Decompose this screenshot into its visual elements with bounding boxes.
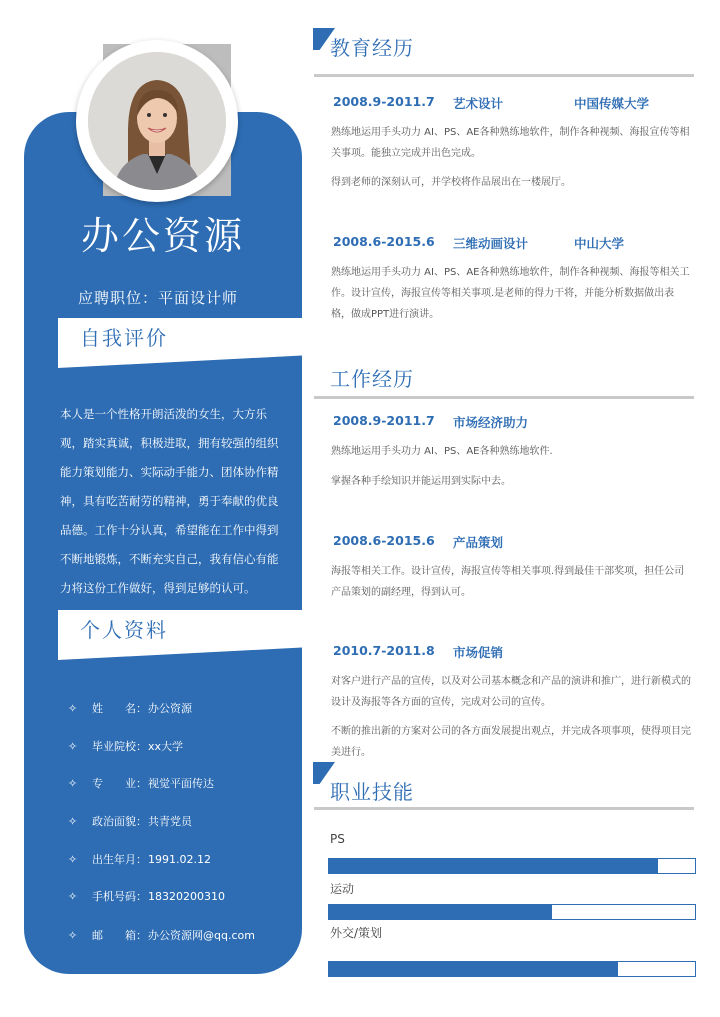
info-label: 手机号码： [92, 890, 147, 903]
work-entry-head [333, 413, 528, 431]
candidate-name: 办公资源 [80, 214, 245, 258]
info-row-name [68, 700, 192, 716]
info-value: 办公资源网@qq.com [148, 929, 255, 942]
skill-bar [328, 961, 696, 977]
info-row-school [68, 738, 183, 754]
edu-desc: 熟练地运用手头功力 AI、PS、AE各种熟练地软件，制作各种视频、海报等相关工作。设计宣传，海报宣传等相关事项.是老师的得力干将，并能分析数据做出表格，做成PPT进行演讲。 [331, 267, 690, 320]
work-desc: 掌握各种手绘知识并能运用到实际中去。 [331, 476, 511, 487]
work-role: 市场经济助力 [453, 415, 529, 430]
info-value: 办公资源 [148, 702, 192, 715]
work-date: 2010.7-2011.8 [333, 643, 435, 658]
skill-fill [329, 905, 552, 919]
avatar-portrait [88, 52, 226, 190]
edu-date: 2008.9-2011.7 [333, 94, 435, 109]
skills-title: 职业技能 [330, 780, 414, 804]
info-value: 共青党员 [148, 815, 192, 828]
work-desc: 海报等相关工作。设计宣传，海报宣传等相关事项.得到最佳干部奖项，担任公司产品策划的副经理，得到认可。 [331, 566, 685, 598]
personal-info-title: 个人资料 [80, 618, 168, 642]
info-label: 专 业： [92, 777, 147, 790]
edu-school: 中山大学 [574, 236, 625, 251]
edu-major: 三维动画设计 [453, 236, 529, 251]
work-date: 2008.9-2011.7 [333, 413, 435, 428]
sparkle-icon: ✧ [68, 852, 78, 866]
self-eval-title: 自我评价 [80, 326, 168, 350]
skill-label: PS [330, 832, 345, 846]
info-value: 视觉平面传达 [148, 777, 214, 790]
applied-position: 应聘职位：平面设计师 [78, 289, 239, 307]
info-value: 18320200310 [148, 889, 225, 903]
work-role: 产品策划 [453, 535, 504, 550]
sparkle-icon: ✧ [68, 776, 78, 790]
edu-desc: 得到老师的深刻认可，并学校将作品展出在一楼展厅。 [331, 177, 571, 188]
section-divider [314, 396, 694, 399]
info-row-email [68, 927, 255, 943]
info-label: 政治面貌： [92, 815, 147, 828]
skill-label: 外交/策划 [330, 926, 383, 940]
info-value: xx大学 [148, 740, 184, 753]
skill-bar [328, 858, 696, 874]
edu-major: 艺术设计 [453, 96, 504, 111]
edu-entry-head [333, 234, 624, 252]
work-desc: 熟练地运用手头功力 AI、PS、AE各种熟练地软件. [331, 446, 553, 457]
info-row-political [68, 813, 192, 829]
skill-fill [329, 859, 658, 873]
profile-photo [88, 52, 226, 190]
edu-date: 2008.6-2015.6 [333, 234, 435, 249]
info-row-phone [68, 888, 225, 904]
section-divider [314, 74, 694, 77]
work-desc: 不断的推出新的方案对公司的各方面发展提出观点，并完成各项事项，使得项目完美进行。 [331, 726, 691, 758]
work-entry-head [333, 643, 503, 661]
info-label: 姓 名： [92, 702, 147, 715]
sparkle-icon: ✧ [68, 814, 78, 828]
edu-desc: 熟练地运用手头功力 AI、PS、AE各种熟练地软件，制作各种视频、海报宣传等相关事项。能独立完成并出色完成。 [331, 127, 690, 159]
sparkle-icon: ✧ [68, 739, 78, 753]
info-row-birth [68, 851, 211, 867]
info-label: 毕业院校： [92, 740, 147, 753]
info-label: 邮 箱： [92, 929, 147, 942]
work-desc: 对客户进行产品的宣传，以及对公司基本概念和产品的演讲和推广，进行新模式的设计及海报等各方面的宣传，完成对公司的宣传。 [331, 676, 691, 708]
section-divider [314, 807, 694, 810]
info-row-major [68, 775, 214, 791]
skill-fill [329, 962, 618, 976]
sparkle-icon: ✧ [68, 889, 78, 903]
work-entry-head [333, 533, 503, 551]
skill-label: 运动 [330, 882, 355, 896]
edu-school: 中国传媒大学 [574, 96, 650, 111]
sparkle-icon: ✧ [68, 928, 78, 942]
education-title: 教育经历 [330, 36, 414, 60]
info-value: 1991.02.12 [148, 852, 211, 866]
info-label: 出生年月： [92, 853, 147, 866]
work-title: 工作经历 [330, 367, 414, 391]
work-role: 市场促销 [453, 645, 504, 660]
edu-entry-head [333, 94, 649, 112]
skill-bar [328, 904, 696, 920]
sparkle-icon: ✧ [68, 701, 78, 715]
work-date: 2008.6-2015.6 [333, 533, 435, 548]
self-eval-text: 本人是一个性格开朗活泼的女生，大方乐观，踏实真诚，积极进取，拥有较强的组织能力策划能力、实际动手能力、团体协作精神，具有吃苦耐劳的精神，勇于奉献的优良品德。工作十分认真，希望能在工作中得到不断地锻炼，不断充实自己，我有信心有能力将这份工作做好，得到足够的认可。 [60, 407, 279, 595]
